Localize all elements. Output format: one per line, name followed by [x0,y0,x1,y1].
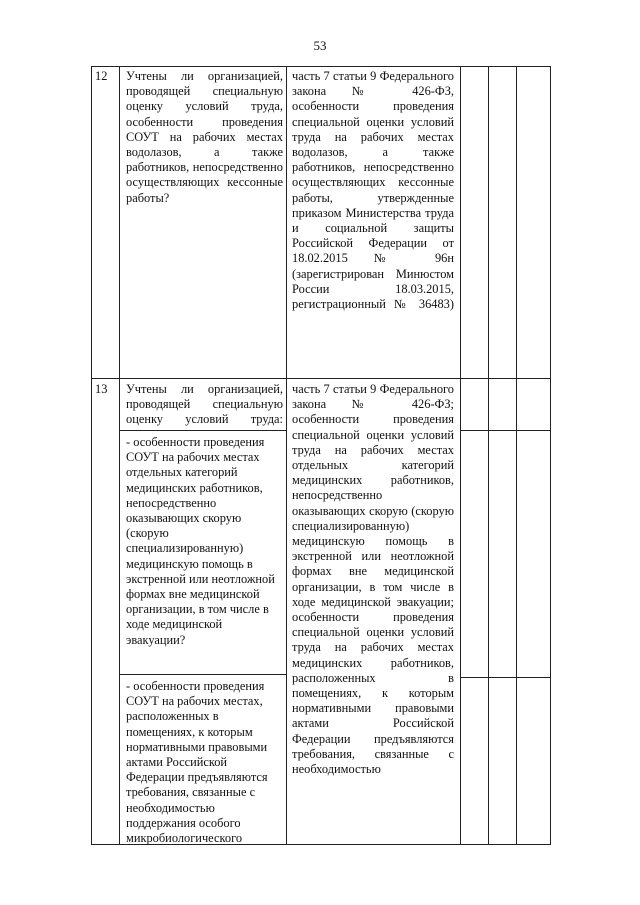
subrow-divider [460,677,550,678]
col-border [550,66,551,845]
legal-reference: часть 7 статьи 9 Федерального закона № 426-ФЗ; особенности проведения специальной оценки условий труда на рабочих местах отдельных категорий медицинских работников, непосредственно оказывающих скорую (скорую специализированную) медицинскую помощь в экстренной или неотложной формах вне медицинской организации, в том числе в ходе медицинской эвакуации; особенности проведения специальной оценки условий труда на рабочих местах медицинских работников, расположенных в помещениях, к которым нормативными правовыми актами Российской Федерации предъявляются требования, связанные с необходимостью [292,382,454,777]
col-border [516,66,517,845]
col-border [286,66,287,845]
page-number: 53 [313,38,327,53]
question-text: Учтены ли организацией, проводящей специальную оценку условий труда, особенности проведения СОУТ на рабочих местах водолазов, а также работников, непосредственно осуществляющих кессонные работы? [126,69,283,205]
row-number: 12 [95,69,108,83]
legal-reference: часть 7 статьи 9 Федерального закона № 426-ФЗ, особенности проведения специальной оценки условий труда на рабочих местах водолазов, а также работников, непосредственно осуществляющих кессонные работы, утвержденные приказом Министерства труда и социальной защиты Российской Федерации от 18.02.2015 № 96н (зарегистрирован Минюстом России 18.03.2015, регистрационный № 36483) [292,69,454,312]
sub-question-text: - особенности проведения СОУТ на рабочих местах, расположенных в помещениях, к которым нормативными правовыми актами Российской Федерации предъявляются требования, связанные с необходимостью поддержания особого микробиологического [126,679,268,846]
col-border [460,66,461,845]
row-divider [91,378,550,379]
subrow-divider [119,674,286,675]
col-border [119,66,120,845]
sub-question-text: - особенности проведения СОУТ на рабочих местах отдельных категорий медицинских работников, непосредственно оказывающих скорую (скорую специализированную) медицинскую помощь в экстренной или неотложной формах вне медицинской организации, в том числе в ходе медицинской эвакуации? [126,435,275,647]
row-number: 13 [95,382,108,396]
table-top-border [91,66,550,67]
col-border [488,66,489,845]
subrow-divider [460,430,550,431]
subrow-divider [119,430,286,431]
question-intro: Учтены ли организацией, проводящей специальную оценку условий труда: [126,382,283,427]
col-border [91,66,92,845]
